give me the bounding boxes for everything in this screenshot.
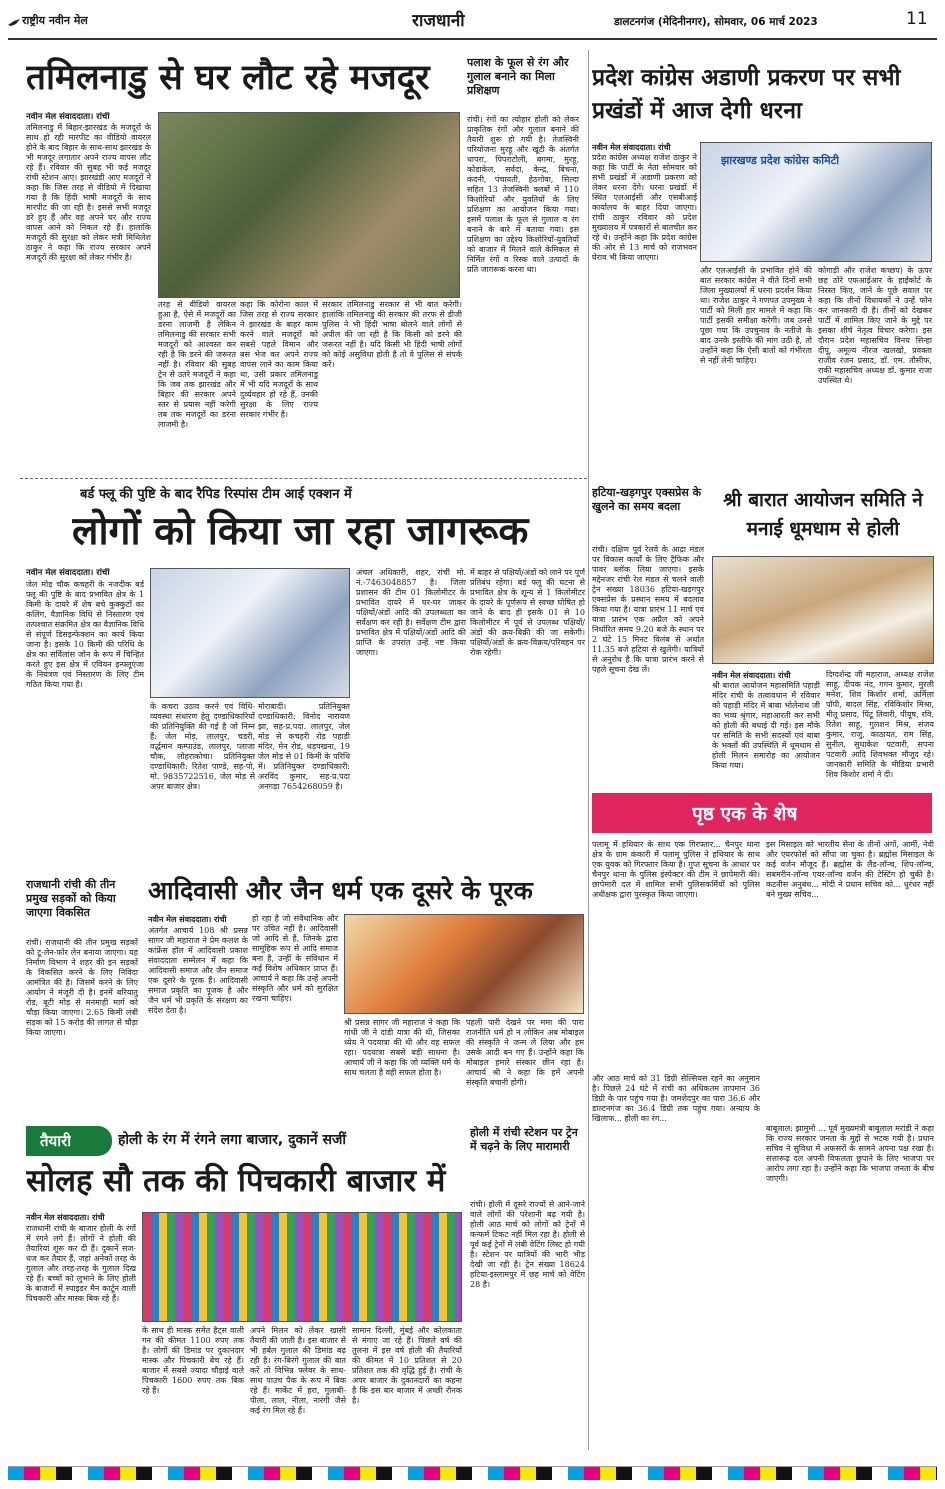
story11-body-col4: बाबूलाल: झामुमो ... पूर्व मुख्यमंत्री बाबूलाल मरांडी ने कहा कि राज्य सरकार जनता के मुद्दों से भटक गयी है। प्रधान सचिव ने सुविधा में अफसरों के सामने अपना पक्ष रखा है। सत्तारूढ़ दल अपनी विफलता छुपाने के लिए भाजपा पर आरोप लगा रहा है। उन्होंने कहा कि भाजपा जनता के बीच जाएगी। <box>766 1124 934 1183</box>
story4-kicker: बर्ड फ्लू की पुष्टि के बाद रैपिड रिस्पांस टीम आई एक्शन में <box>80 487 352 502</box>
story3-body-col2: और एलआईसी के प्रभावित होने की बात सरकार कांग्रेस ने वीते दिनों सभी जिला मुख्यालयों में धरना प्रदर्शन किया था। राजेश ठाकुर ने गणपत उपमुख्य ने पार्टी को मिली हार मामले में कहा कि पार्टी इसकी समीक्षा करेगी। जब उनसे पूछा गया कि उपचुनाव के नतीजे के बाद उनके इस्तीफे की मांग उठी है, तो उन्होंने कहा कि ऐसी बातों को गंभीरता से नहीं लेनी चाहिए। <box>700 266 812 365</box>
story11-body-col1: पलामू में हथियार के साथ एक गिरफ्तार... चैनपुर थाना क्षेत्र के ग्राम कंकारी में पलामू पुलिस ने हथियार के साथ एक युवक को गिरफ्तार किया है। गुप्त सूचना के आधार पर चैनपुर थाना के पुलिस इंस्पेक्टर की टीम ने छापेमारी की। छापेमारी दल में शामिल सभी पुलिसकर्मियों को पुलिस अधीक्षक द्वारा पुरस्कृत किया जाएगा। <box>592 840 760 899</box>
story3-photo-congress <box>700 142 932 262</box>
story4-photo-team <box>150 568 350 698</box>
section-title: राजधानी <box>412 11 465 31</box>
kicker-tag-label: तैयारी <box>40 1132 72 1150</box>
story8-body-col2: हो रहा है जो संवैधानिक और पर उचित नहीं है। आदिवासी जो आदि से हैं, जिनके द्वारा सामूहिक रूप से आदि समाज बना है, उन्हीं के संविधान में कई विशेष अधिकार प्राप्त हैं। आचार्य ने कहा कि उन्हें अपनी संस्कृति और धर्म को सुरक्षित रखना चाहिए। <box>252 914 338 1003</box>
story7-headline: राजधानी रांची की तीन प्रमुख सड़कों को किया जाएगा विकसित <box>26 878 116 919</box>
story6-body-col1: श्री बारात आयोजन महासमिति पहाड़ी मंदिर रांची के तत्वावधान में रविवार को पहाड़ी मंदिर में बाबा भोलेनाथ जी का भव्य श्रृंगार, महाआरती कर सभी को होली की बधाई दी गई। इस मौके पर समिति के सभी सदस्यों एवं बाबा के भक्तों की उपस्थिति में धूमधाम से होली मिलन समारोह का आयोजन किया गया। <box>712 681 820 770</box>
story5-body: रांची। दक्षिण पूर्व रेलवे के आद्रा मंडल पर विकास कार्यों के लिए ट्रैफिक और पावर ब्लॉक लिया जाएगा। इसके मद्देनजर रांची रेल मंडल से चलने वाली ट्रेन संख्या 18036 हटिया-खड़गपुर एक्सप्रेस के प्रस्थान समय में बदलाव किया गया है। यात्रा प्रारंभ 11 मार्च एवं यात्रा प्रारंभ एक अप्रैल को अपने निर्धारित समय 9.20 बजे के स्थान पर 2 घंटे 15 मिनट विलंब से अर्थात 11.35 बजे हटिया से खुलेगी। यात्रियों से अनुरोध है कि यात्रा प्रारंभ करने से पहले सूचना देख लें। <box>592 545 704 674</box>
masthead-rule <box>8 38 937 40</box>
story8-headline: आदिवासी और जैन धर्म एक दूसरे के पूरक <box>148 876 533 905</box>
story9-body-col3: अपने मिलन को लेकर खासी तैयारी की जाती है। इस बाजार से भी हर्बल गुलाल की डिमांड बढ़ रही है। रंग-बिरंगे गुलाल की बात करें तो विभिन्न फ्लेवर के साथ-साथ पाउच पैक के रूप में बिक रहे हैं। मार्केट में हरा, गुलाबी-पीला, लाल, नीला, नारंगी जैसे कई रंग मिल रहे हैं। <box>250 1326 346 1415</box>
story4-headline: लोगों को किया जा रहा जागरूक <box>72 509 529 554</box>
story3-headline: प्रदेश कांग्रेस अडाणी प्रकरण पर सभी प्रखंडों में आज देगी धरना <box>592 65 901 124</box>
story6-body-col2: दिग्दर्शन्द्र जी महाराज, अध्यक्ष राजेश साहू, दीपक नंद, गगन कुमार, मुरली मनेश, शिव किशोर शर्मा, ऊर्मिला पॉपी, बादल सिंह, रविकिशोर मिश्रा, मीतू प्रसाद, पिंटू तिवारी, पीयूष, रवि, रितेश साहू, गुलशन मिश्र, संजय कुमार, राजु, काठायत, राम सिंह, सुनील, सुधाकेश पटवारी, सपना पटवारी आदि शिवभक्त मौजूद रहे। जानकारी समिति के मीडिया प्रभारी शिव किशोर शर्मा ने दी। <box>826 670 934 779</box>
story8-dateline: नवीन मेल संवाददाता। रांची <box>148 914 227 924</box>
story4-body-col4: अंचल अधिकारी, शहर, रांची मो. नं.-7463048857 है। जिला प्रशासन की टीम 01 किलोमीटर के प्रभावित दायरे में घर-घर जाकर पक्षियों/अंडों आदि की उपलब्धता का सर्वेक्षण कर रही है। सर्वेक्षण टीम द्वारा प्रभावित क्षेत्र में पक्षियों/अंडों आदि की प्राप्ति के उपरांत उन्हें नष्ट किया जाएगा। <box>356 568 466 657</box>
bird-logo-icon <box>8 14 20 24</box>
section-banner-label: पृष्ठ एक के शेष <box>692 803 798 825</box>
masthead <box>8 6 937 36</box>
story9-kicker: होली के रंग में रंगने लगा बाजार, दुकानें सजीं <box>118 1132 347 1148</box>
story5-headline: हटिया-खड़गपुर एक्सप्रेस के खुलने का समय बदला <box>592 486 702 513</box>
story1-dateline: नवीन मेल संवाददाता। रांची <box>26 112 110 122</box>
story2-headline: पलाश के फूल से रंग और गुलाल बनाने का मिला प्रशिक्षण <box>467 56 569 97</box>
story6-headline: श्री बारात आयोजन समिति ने मनाई धूमधाम से होली <box>723 489 923 540</box>
story8-photo-acharya <box>344 914 584 1014</box>
page-number: 11 <box>906 9 928 29</box>
congress-banner: झारखण्ड प्रदेश कांग्रेस कमिटी <box>721 154 840 167</box>
dateline-header: डालटनगंज (मेदिनीनगर), सोमवार, 06 मार्च 2023 <box>614 16 818 28</box>
story1-body-col2: तरह से वीडियो वायरल हुआ है, ऐसे में मजदूरों का डरना लाजमी है लेकिन तमिलनाडु की सरकार सभी मजदूरों को आश्वस्त कर रही है कि डरने की जरूरत नहीं है। रविवार की सुबह ट्रेन से उतरे मजदूरों ने कहा कि जब तक झारखंड और बिहार की सरकार अपने स्तर से प्रयास नहीं करेगी तब तक मजदूरों का डरना लाजमी है। <box>158 300 236 429</box>
story8-body-col3: श्री प्रसन्न सागर जी महाराज ने कहा कि गांधी जी ने दांडी यात्रा की थी, जिसका ध्येय ने पदयात्रा की थी और वह सफल रहा। पदयात्रा सबसे बड़ी साधना है। आचार्य जी ने कहा कि जो व्यक्ति धर्म के साथ चलता है वही सफल होता है। <box>344 1018 460 1077</box>
story8-body-col1: अंतर्गत आचार्य 108 श्री प्रसन्न सागर जी महाराज ने प्रेम कलश के कांफ्रेंस हॉल में आदिवासी प्रकाश संवाददाता सम्मेलन में कहा कि आदिवासी समाज और जैन समाज एक दूसरे के पूरक हैं। आदिवासी समाज प्रकृति का पूजक है और जैन धर्म भी प्रकृति के संरक्षण का संदेश देता है। <box>148 926 248 1015</box>
story9-headline: सोलह सौ तक की पिचकारी बाजार में <box>26 1163 446 1199</box>
story3-dateline: नवीन मेल संवाददाता। रांची <box>592 142 671 152</box>
story4-body-col3: मोराबादी। प्रतिनियुक्त दण्डाधिकारी: विनोद नारायण झा, सह-प्र.पदा. लालपुर, जेल मोड़ से कचहरी रोड पहाड़ी मंदिर, मेन रोड, थड़पखना, 19 जेल मोड़ से 01 किमी के परिधि में। प्रतिनियुक्त दण्डाधिकारी: अरविंद कुमार, सह-प्र.पदा अनगड़ा 7654268059 है। <box>258 702 350 791</box>
story9-kicker-tag <box>26 1126 112 1156</box>
story1-body-col4: सरकार तमिलनाडु सरकार से भी बात करेगी। हालांकि तमिलनाडु की सरकार की तरफ से डीजी पुलिस ने भी हिंदी भाषा बोलने वाले लोगों से अपील की जा रही है कि किसी को डरने की जरूरत नहीं है। यदि किसी भी हिंदी भाषी लोगों को कोई असुविधा होती है तो वे पुलिस से संपर्क करें। <box>322 300 462 369</box>
story4-body-col5: में बाहर से पक्षियों/अंडों को लाने पर पूर्ण प्रतिबंध रहेगा। बर्ड फ्लू की घटना से प्रभावित क्षेत्र के शून्य से 1 किलोमीटर के दायरे के पूर्णरूप से स्वच्छ घोषित हो जाने के बाद ही इसके 01 से 10 किलोमीटर में पूर्व से उपलब्ध पक्षियों/अंडों की क्रय-बिक्री की जा सकेगी। पक्षियों/अंडों के क्रय-विक्रय/परिवहन पर रोक रहेगी। <box>470 568 585 657</box>
story2-body: रांची। रंगों का त्योहार होली को लेकर प्राकृतिक रंगों और गुलाल बनाने की तैयारी शुरू हो गयी है। तेजस्विनी परियोजना मुरहू और खूंटी के अंतर्गत धापरा, पिपराटोली, बगमा, मुरहू, कोडाकेल, सर्वदा, केन्द्र, बिचना, कंदनी, पंचायती, हेठगोवा, सिल्दा सहित 13 तेजस्विनी क्लबों में 110 किशोरियों और युवतियों के लिए प्रशिक्षण का आयोजन किया गया। इसमें पलाश के फूल से गुलाल व रंग बनाने के बारे में बताया गया। इस प्रशिक्षण का उद्देश्य किशोरियों-युवतियों को बाजार में मिलने वाले केमिकल से निर्मित रंगों व रिस्क वाले उत्पादों के प्रति जागरूक करना था। <box>467 115 579 274</box>
story1-body-col1: तमिलनाडु में बिहार-झारखंड के मजदूरों के साथ हो रही मारपीट का वीडियो वायरल होने के बाद बिहार के साथ-साथ झारखंड के भी मजदूर लगातार अपने राज्य वापस लौट रहे हैं। रविवार की सुबह भी कई मजदूर रांची स्टेशन आए। झारखंडी आए मजदूरों ने कहा कि जिस तरह से वीडियो में दिखाया गया है कि हिंदी भाषी मजदूरों के साथ मारपीट की जा रही है। इससे सभी मजदूर डरे हुए हैं और वह अपने घर और राज्य वापस आने को निकल रहे हैं। हालांकि मजदूरों की सुरक्षा को लेकर मंत्री मिथिलेश ठाकुर ने कहा कि राज्य सरकार अपने मजदूरों की सुरक्षा को लेकर गंभीर है। <box>26 123 151 262</box>
brand-name: राष्ट्रीय नवीन मेल <box>22 14 88 27</box>
story1-headline: तमिलनाडु से घर लौट रहे मजदूर <box>26 58 430 98</box>
story6-photo-holi <box>712 556 934 664</box>
story11-body-col3: इस मिसाइल को भारतीय सेना के तीनों अंगों, आर्मी, नेवी और एयरफोर्स को सौंपा जा चुका है। ब्रह्मोस मिसाइल के कई वर्जन मौजूद हैं। ब्रह्मोस के लैंड-लॉन्च, शिप-लॉन्च, सबमरीन-लॉन्च एयर-लॉन्च वर्जन की टेस्टिंग हो चुकी है। कटनीस अनुबंध... मोदी ने प्रधान सचिव को... धुरंधर नहीं बने मुख्य सचिव... <box>766 840 934 899</box>
story3-body-col3: कोगाड़ी और राजेश कच्छप) के ऊपर छह ठोरे एफआईआर के हाईकोर्ट के निरस्त किए, जाने के पूछे सवाल पर कहा कि तीनों विधायकों ने उन्हें फोन कर जानकारी दी है। तीनों को देखकर पार्टी में शामिल किए जाने के मुद्दे पर इसका शीर्ष नेतृत्व विचार करेगा। इस दौरान प्रदेश महासचिव विनय सिन्हा दीपू, अमूल्य नीरज खलखो, प्रवक्ता राजीव रंजन प्रसाद, डॉ. एम. तौसीफ, राकी महासचिव अध्यक्ष डॉ. कुमार राजा उपस्थित थे। <box>818 266 932 385</box>
story1-body-col3: कहा कि कोरोना काल में जिस तरह से राज्य सरकार ने झारखंड के बाहर काम करने वाले मजदूरों को सबसे पहले विमान और बस भेज कर अपने राज्य वापस लाने का काम किया था, उसी प्रकार तमिलनाडु में भी यदि मजदूरों के साथ दुर्व्यवहार हो रहे हैं, उनकी सुरक्षा के लिए राज्य सरकार गंभीर है। <box>240 300 318 419</box>
story6-dateline: नवीन मेल संवाददाता। रांची <box>712 670 791 680</box>
story4-body-col2: के कचरा उठाव करने एवं विधि-व्यवस्था संधारण हेतु दण्डाधिकारियों की प्रतिनियुक्ति की गई है जो निम्न हैं: जेल मोड़, लालपुर, चडरी, वर्द्धमान कम्पाउंड, लालपुर, प्लाजा चौक, लोहराकोचा। प्रतिनियुक्त दण्डाधिकारी: रितेश पाण्डे, सह-पो, मो. 9835722516, जेल मोड़ से अपर बाजार क्षेत्र। <box>150 702 255 791</box>
story10-body: रांची। होली में दूसरे राज्यों से आने-जाने वाले लोगों की परेशानी बढ़ गयी है। होली आठ मार्च को लोगों को ट्रेनों में कन्फर्म टिकट नहीं मिल रहा है। होली से पूर्व कई ट्रेनों में लंबी वेटिंग लिस्ट हो गयी है। स्टेशन पर यात्रियों की भारी भीड़ देखी जा रही है। ट्रेन संख्या 18624 हटिया-इस्लामपुर में छह मार्च को वेटिंग 28 है। <box>470 1200 585 1289</box>
divider-1 <box>20 478 587 479</box>
story11-body-col2: और आठ मार्च को 31 डिग्री सेल्सियस रहने का अनुमान है। पिछले 24 घंटे में रांची का अधिकतम तापमान 36 डिग्री के पार पहुंच गया है। जमशेदपुर का पारा 36.6 और डाल्टनगंज का 36.4 डिग्री तक पहुंच गया। अन्याय के खिलाफ... होली का रंग... <box>592 1074 760 1123</box>
story10-headline: होली में रांची स्टेशन पर ट्रेन में चढ़ने के लिए मारामारी <box>470 1126 578 1153</box>
story1-photo-migrants <box>158 112 460 298</box>
page-one-continued-banner <box>592 793 932 833</box>
story8-body-col4: पहली पारी देखने पर ममा की पारा राजनीति धर्म हो न लोकिन अब मोबाइल की संस्कृति ने जन्म ले लिया और हम उसके आदी बन गए हैं। उन्होंने कहा कि मोबाइल हमारे संस्कार छीन रहा है। आचार्य श्री ने कहा कि हमें अपनी संस्कृति बचानी होगी। <box>466 1018 584 1087</box>
story9-body-col4: सामान दिल्ली, मुंबई और कोलकाता से मंगाए जा रहे हैं। पिछले वर्ष की तुलना में इस वर्ष होली की तैयारियों की कीमत में 10 प्रतिशत से 20 प्रतिशत तक की वृद्धि हुई है। रांची के अपर बाजार के दुकानदारों का कहना है कि इस बार बाजार में अच्छी रौनक है। <box>352 1326 462 1405</box>
story9-dateline: नवीन मेल संवाददाता। रांची <box>26 1212 105 1222</box>
story3-body-col1: प्रदेश कांग्रेस अध्यक्ष राजेश ठाकुर ने कहा कि पार्टी के नेता सोमवार को सभी प्रखंडों में अडाणी प्रकरण को लेकर धरना देंगे। धरना प्रखंडों में स्थित एलआईसी और एसबीआई कार्यालय के बाहर दिया जाएगा। रांची ठाकुर रविवार को प्रदेश मुख्यालय में पत्रकारों से बातचीत कर रहे थे। उन्होंने कहा कि प्रदेश कांग्रेस की ओर से 13 मार्च को राजभवन घेराव भी किया जाएगा। <box>592 153 697 262</box>
color-registration-bar <box>8 1466 937 1480</box>
story4-body-col1: जेल मोड़ चौक कचहरी के नजदीक बर्ड फ्लू की पुष्टि के बाद प्रभावित क्षेत्र के 1 किमी के दायरे में शेष बचे कुक्कुटों का कलिंग, वैज्ञानिक विधि से निस्तारण एवं तत्पश्चात संक्रमित क्षेत्र का वैज्ञानिक विधि से संपूर्ण डिसइन्फेक्शन का कार्य किया जाना है। इसके 10 किमी की परिधि के क्षेत्र का सर्विलांस जोन के रूप में चिन्हित करते हुए इस क्षेत्र में एवियन इन्फ्लूएंजा के नियंत्रण एवं निस्तारण के लिए टीम गठित किया गया है। <box>26 580 144 689</box>
story9-body-col2: के साथ ही मास्क समेत हैट्स वाली गन की कीमत 1100 रुपए तक है। लोगों की डिमांड पर दुकानदार मास्क और पिचकारी बेच रहे हैं। बाजार में सबसे ज्यादा चौड़ाई वाले पिचकारी 1600 रुपए तक बिक रहे हैं। <box>142 1326 244 1395</box>
story9-body-col1: राजधानी रांची के बाजार होली के रंगों में रंगने लगे हैं। लोगों ने होली की तैयारियां शुरू कर दी हैं। दुकानें सज-धज कर तैयार हैं, जहां अनेकों तरह के गुलाल और तरह-तरह के गुलाल दिख रहे हैं। बच्चों को लुभाने के लिए होली के बाजारों में स्पाइडर मैन कार्टून वाली पिचकारी और मास्क बिक रहे हैं। <box>26 1224 136 1303</box>
story4-dateline: नवीन मेल संवाददाता। रांची <box>26 568 110 578</box>
story9-photo-market <box>142 1212 462 1322</box>
col-rule-1 <box>588 50 589 1450</box>
story7-body: रांची। राजधानी की तीन प्रमुख सड़कों को टू-लेन-फोर लेन बनाया जाएगा। यह निर्माण विभाग ने शहर की इन सड़कों के विकसित करने के लिए निविदा आमंत्रित की है। जिसमें करने के लिए आयोग ने मंजूरी दी है। इनमें बरियातु रोड, बूटी मोड़ से मनमाही मार्ग को चौड़ा किया जाएगा। 2.65 किमी लंबी सड़क को 15 करोड़ की लागत से चौड़ा किया जाएगा। <box>26 938 138 1037</box>
